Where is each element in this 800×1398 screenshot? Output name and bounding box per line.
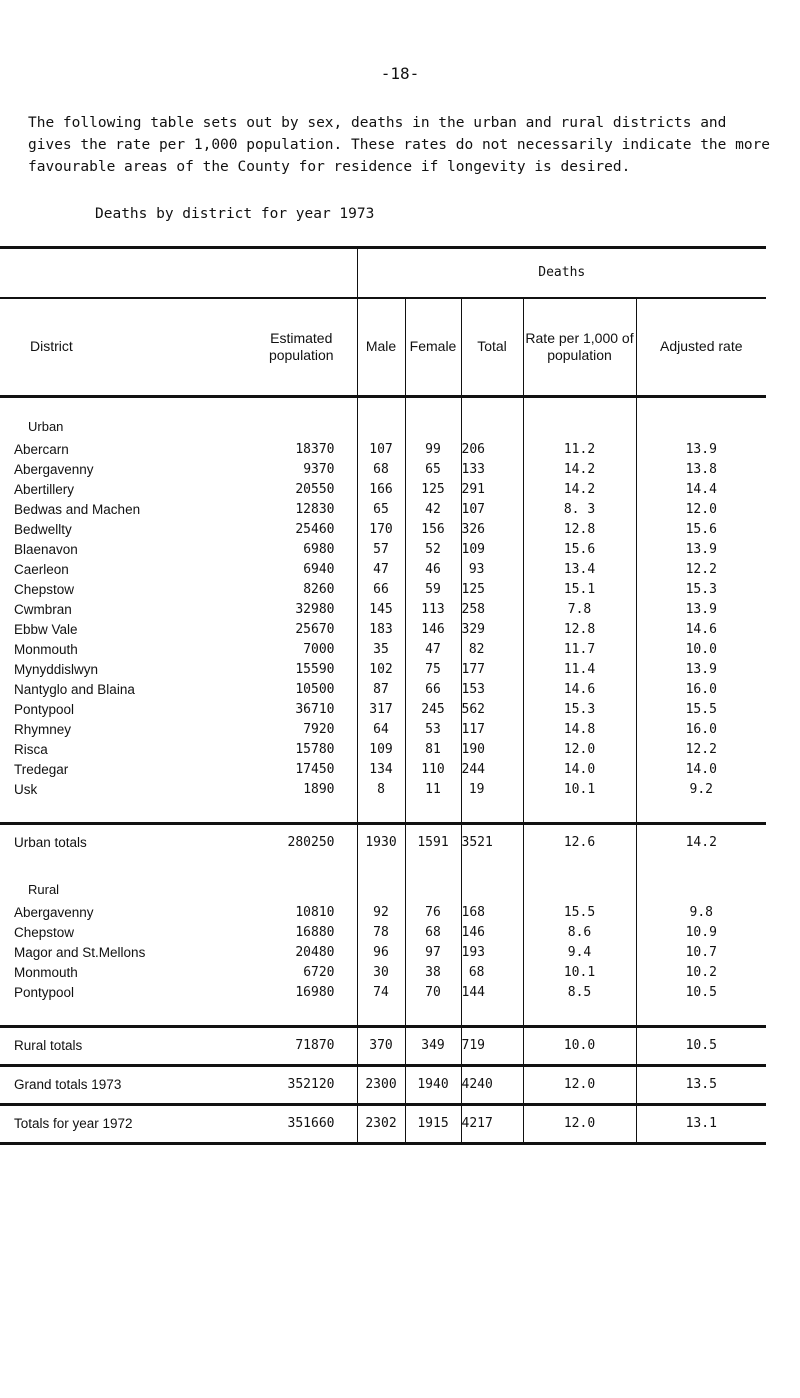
district-name: Monmouth	[14, 642, 78, 657]
district-name: Totals for year 1972	[0, 1104, 246, 1143]
district-name: Abergavenny	[14, 905, 94, 920]
female-deaths-cell: 59	[405, 580, 461, 600]
total-deaths-cell: 3521	[461, 823, 523, 861]
population-cell: 1890	[303, 782, 335, 797]
rate-cell: 14.8	[523, 720, 636, 740]
adjusted-rate-cell: 15.5	[636, 700, 766, 720]
female-deaths-cell: 66	[405, 680, 461, 700]
district-name: Monmouth	[14, 965, 78, 980]
male-deaths-cell: 64	[357, 720, 405, 740]
female-deaths-cell: 1915	[405, 1104, 461, 1143]
urban-section-label: Urban	[28, 418, 64, 434]
population-cell: 20550	[295, 482, 335, 497]
urban-row	[0, 740, 766, 760]
rate-cell: 8.6	[523, 923, 636, 943]
urban-row	[0, 460, 766, 480]
adjusted-rate-cell: 14.4	[636, 480, 766, 500]
urban-row	[0, 700, 766, 720]
male-deaths-cell: 1930	[357, 823, 405, 861]
female-deaths-cell: 38	[405, 963, 461, 983]
page-number: -18-	[380, 64, 420, 83]
total-deaths-cell: 206	[461, 440, 523, 460]
urban-row	[0, 560, 766, 580]
rate-cell: 14.0	[523, 760, 636, 780]
total-deaths-cell: 244	[461, 760, 523, 780]
total-deaths-cell: 144	[461, 983, 523, 1003]
rate-cell: 15.3	[523, 700, 636, 720]
female-deaths-cell: 97	[405, 943, 461, 963]
total-deaths-cell: 326	[461, 520, 523, 540]
male-deaths-cell: 170	[357, 520, 405, 540]
district-name: Chepstow	[14, 582, 75, 597]
total-deaths-cell: 193	[461, 943, 523, 963]
total-deaths-cell: 562	[461, 700, 523, 720]
district-header: District	[30, 338, 73, 354]
adjusted-rate-cell: 10.2	[636, 963, 766, 983]
rate-cell: 14.2	[523, 480, 636, 500]
population-cell: 10500	[295, 682, 335, 697]
female-deaths-cell: 113	[405, 600, 461, 620]
total-deaths-cell: 68	[461, 963, 523, 983]
population-cell: 16980	[295, 985, 335, 1000]
deaths-header: Deaths	[357, 248, 766, 298]
female-deaths-cell: 68	[405, 923, 461, 943]
female-deaths-cell: 110	[405, 760, 461, 780]
female-deaths-cell: 76	[405, 903, 461, 923]
female-deaths-cell: 47	[405, 640, 461, 660]
female-deaths-cell: 81	[405, 740, 461, 760]
rate-cell: 12.6	[523, 823, 636, 861]
female-deaths-cell: 1591	[405, 823, 461, 861]
district-name: Usk	[14, 782, 38, 797]
rate-cell: 12.0	[523, 1104, 636, 1143]
female-deaths-cell: 46	[405, 560, 461, 580]
male-deaths-cell: 68	[357, 460, 405, 480]
adjusted-rate-cell: 16.0	[636, 680, 766, 700]
female-deaths-cell: 349	[405, 1026, 461, 1065]
adjusted-rate-cell: 9.2	[636, 780, 766, 800]
population-cell: 18370	[295, 442, 335, 457]
district-name: Tredegar	[14, 762, 69, 777]
rate-cell: 12.0	[523, 740, 636, 760]
male-deaths-cell: 134	[357, 760, 405, 780]
female-deaths-cell: 245	[405, 700, 461, 720]
population-cell: 8260	[303, 582, 335, 597]
female-header: Female	[405, 298, 461, 397]
adjusted-rate-cell: 14.2	[636, 823, 766, 861]
male-deaths-cell: 66	[357, 580, 405, 600]
rural-section-label: Rural	[28, 881, 60, 897]
adjusted-rate-cell: 13.8	[636, 460, 766, 480]
adjusted-rate-cell: 13.9	[636, 440, 766, 460]
total-deaths-cell: 153	[461, 680, 523, 700]
male-deaths-cell: 96	[357, 943, 405, 963]
district-name: Bedwellty	[14, 522, 72, 537]
district-name: Pontypool	[14, 702, 75, 717]
adjusted-rate-cell: 12.2	[636, 740, 766, 760]
adjusted-rate-cell: 13.9	[636, 600, 766, 620]
total-deaths-cell: 4217	[461, 1104, 523, 1143]
population-cell: 352120	[246, 1065, 357, 1104]
rural-row	[0, 943, 766, 963]
urban-row	[0, 540, 766, 560]
deaths-table	[0, 246, 766, 1145]
rate-cell: 12.8	[523, 620, 636, 640]
female-deaths-cell: 156	[405, 520, 461, 540]
total-header: Total	[461, 298, 523, 397]
rural-row	[0, 923, 766, 943]
male-deaths-cell: 57	[357, 540, 405, 560]
total-deaths-cell: 107	[461, 500, 523, 520]
urban-row	[0, 580, 766, 600]
population-cell: 20480	[295, 945, 335, 960]
district-name: Magor and St.Mellons	[14, 945, 146, 960]
urban-row	[0, 680, 766, 700]
population-cell: 7000	[303, 642, 335, 657]
rate-cell: 11.4	[523, 660, 636, 680]
urban-row	[0, 780, 766, 800]
adjusted-rate-header: Adjusted rate	[636, 298, 766, 397]
total-deaths-cell: 168	[461, 903, 523, 923]
adjusted-rate-cell: 12.2	[636, 560, 766, 580]
rate-cell: 7.8	[523, 600, 636, 620]
male-deaths-cell: 109	[357, 740, 405, 760]
rate-header: Rate per 1,000 of population	[523, 298, 636, 397]
population-cell: 25460	[295, 522, 335, 537]
population-cell: 12830	[295, 502, 335, 517]
male-deaths-cell: 47	[357, 560, 405, 580]
rate-cell: 10.0	[523, 1026, 636, 1065]
female-deaths-cell: 52	[405, 540, 461, 560]
adjusted-rate-cell: 13.1	[636, 1104, 766, 1143]
total-deaths-cell: 82	[461, 640, 523, 660]
female-deaths-cell: 125	[405, 480, 461, 500]
population-cell: 351660	[246, 1104, 357, 1143]
total-deaths-cell: 146	[461, 923, 523, 943]
totals-1972-row	[0, 1104, 766, 1143]
urban-row	[0, 660, 766, 680]
female-deaths-cell: 99	[405, 440, 461, 460]
male-deaths-cell: 87	[357, 680, 405, 700]
district-name: Blaenavon	[14, 542, 78, 557]
urban-row	[0, 440, 766, 460]
female-deaths-cell: 70	[405, 983, 461, 1003]
male-deaths-cell: 102	[357, 660, 405, 680]
rate-cell: 9.4	[523, 943, 636, 963]
rate-cell: 8.5	[523, 983, 636, 1003]
district-name: Bedwas and Machen	[14, 502, 141, 517]
rural-totals-row	[0, 1026, 766, 1065]
adjusted-rate-cell: 9.8	[636, 903, 766, 923]
district-name: Abercarn	[14, 442, 69, 457]
district-name: Ebbw Vale	[14, 622, 78, 637]
adjusted-rate-cell: 10.9	[636, 923, 766, 943]
population-cell: 6720	[303, 965, 335, 980]
population-cell: 6940	[303, 562, 335, 577]
urban-row	[0, 720, 766, 740]
total-deaths-cell: 109	[461, 540, 523, 560]
urban-totals-row	[0, 823, 766, 861]
total-deaths-cell: 177	[461, 660, 523, 680]
male-deaths-cell: 2302	[357, 1104, 405, 1143]
female-deaths-cell: 53	[405, 720, 461, 740]
total-deaths-cell: 133	[461, 460, 523, 480]
district-name: Rhymney	[14, 722, 72, 737]
rate-cell: 15.6	[523, 540, 636, 560]
population-cell: 7920	[303, 722, 335, 737]
district-name: Nantyglo and Blaina	[14, 682, 135, 697]
urban-row	[0, 480, 766, 500]
total-deaths-cell: 19	[461, 780, 523, 800]
male-deaths-cell: 370	[357, 1026, 405, 1065]
adjusted-rate-cell: 15.6	[636, 520, 766, 540]
adjusted-rate-cell: 10.0	[636, 640, 766, 660]
male-deaths-cell: 30	[357, 963, 405, 983]
district-name: Pontypool	[14, 985, 75, 1000]
rural-row	[0, 963, 766, 983]
rate-cell: 15.1	[523, 580, 636, 600]
urban-row	[0, 620, 766, 640]
female-deaths-cell: 65	[405, 460, 461, 480]
total-deaths-cell: 719	[461, 1026, 523, 1065]
urban-row	[0, 760, 766, 780]
adjusted-rate-cell: 12.0	[636, 500, 766, 520]
female-deaths-cell: 42	[405, 500, 461, 520]
urban-row	[0, 600, 766, 620]
population-cell: 71870	[246, 1026, 357, 1065]
rate-cell: 10.1	[523, 780, 636, 800]
district-name: Risca	[14, 742, 48, 757]
rural-row	[0, 983, 766, 1003]
male-deaths-cell: 92	[357, 903, 405, 923]
rate-cell: 13.4	[523, 560, 636, 580]
total-deaths-cell: 258	[461, 600, 523, 620]
total-deaths-cell: 329	[461, 620, 523, 640]
table-title: Deaths by district for year 1973	[95, 206, 375, 222]
population-cell: 6980	[303, 542, 335, 557]
intro-paragraph: The following table sets out by sex, deaths in the urban and rural districts and gives the rate per 1,000 population. These rates do not necessarily indicate the more favourable areas of the County for residence if longevity is desired.	[28, 115, 771, 175]
district-name: Rural totals	[0, 1026, 246, 1065]
grand-totals-row	[0, 1065, 766, 1104]
rate-cell: 12.8	[523, 520, 636, 540]
male-deaths-cell: 65	[357, 500, 405, 520]
total-deaths-cell: 4240	[461, 1065, 523, 1104]
urban-row	[0, 640, 766, 660]
urban-row	[0, 520, 766, 540]
female-deaths-cell: 1940	[405, 1065, 461, 1104]
male-deaths-cell: 183	[357, 620, 405, 640]
rate-cell: 15.5	[523, 903, 636, 923]
rate-cell: 14.2	[523, 460, 636, 480]
rural-row	[0, 903, 766, 923]
male-header: Male	[357, 298, 405, 397]
total-deaths-cell: 125	[461, 580, 523, 600]
rate-cell: 14.6	[523, 680, 636, 700]
adjusted-rate-cell: 10.5	[636, 983, 766, 1003]
district-name: Mynyddislwyn	[14, 662, 99, 677]
rate-cell: 11.2	[523, 440, 636, 460]
adjusted-rate-cell: 14.6	[636, 620, 766, 640]
population-cell: 17450	[295, 762, 335, 777]
urban-row	[0, 500, 766, 520]
adjusted-rate-cell: 15.3	[636, 580, 766, 600]
male-deaths-cell: 317	[357, 700, 405, 720]
population-cell: 15780	[295, 742, 335, 757]
rate-cell: 11.7	[523, 640, 636, 660]
district-name: Caerleon	[14, 562, 69, 577]
population-cell: 16880	[295, 925, 335, 940]
population-cell: 32980	[295, 602, 335, 617]
population-header: Estimated population	[268, 329, 334, 363]
district-name: Abergavenny	[14, 462, 94, 477]
population-cell: 36710	[295, 702, 335, 717]
adjusted-rate-cell: 10.7	[636, 943, 766, 963]
female-deaths-cell: 146	[405, 620, 461, 640]
male-deaths-cell: 78	[357, 923, 405, 943]
adjusted-rate-cell: 13.9	[636, 660, 766, 680]
male-deaths-cell: 35	[357, 640, 405, 660]
total-deaths-cell: 190	[461, 740, 523, 760]
total-deaths-cell: 117	[461, 720, 523, 740]
female-deaths-cell: 75	[405, 660, 461, 680]
adjusted-rate-cell: 10.5	[636, 1026, 766, 1065]
adjusted-rate-cell: 13.5	[636, 1065, 766, 1104]
district-name: Cwmbran	[14, 602, 72, 617]
male-deaths-cell: 74	[357, 983, 405, 1003]
male-deaths-cell: 145	[357, 600, 405, 620]
male-deaths-cell: 107	[357, 440, 405, 460]
male-deaths-cell: 8	[357, 780, 405, 800]
total-deaths-cell: 291	[461, 480, 523, 500]
population-cell: 10810	[295, 905, 335, 920]
rate-cell: 8. 3	[523, 500, 636, 520]
total-deaths-cell: 93	[461, 560, 523, 580]
adjusted-rate-cell: 13.9	[636, 540, 766, 560]
male-deaths-cell: 166	[357, 480, 405, 500]
rate-cell: 12.0	[523, 1065, 636, 1104]
district-name: Abertillery	[14, 482, 75, 497]
district-name: Grand totals 1973	[0, 1065, 246, 1104]
population-cell: 9370	[303, 462, 335, 477]
district-name: Urban totals	[14, 835, 87, 850]
population-cell: 280250	[287, 835, 335, 850]
rate-cell: 10.1	[523, 963, 636, 983]
adjusted-rate-cell: 16.0	[636, 720, 766, 740]
district-name: Chepstow	[14, 925, 75, 940]
male-deaths-cell: 2300	[357, 1065, 405, 1104]
population-cell: 15590	[295, 662, 335, 677]
population-cell: 25670	[295, 622, 335, 637]
adjusted-rate-cell: 14.0	[636, 760, 766, 780]
female-deaths-cell: 11	[405, 780, 461, 800]
